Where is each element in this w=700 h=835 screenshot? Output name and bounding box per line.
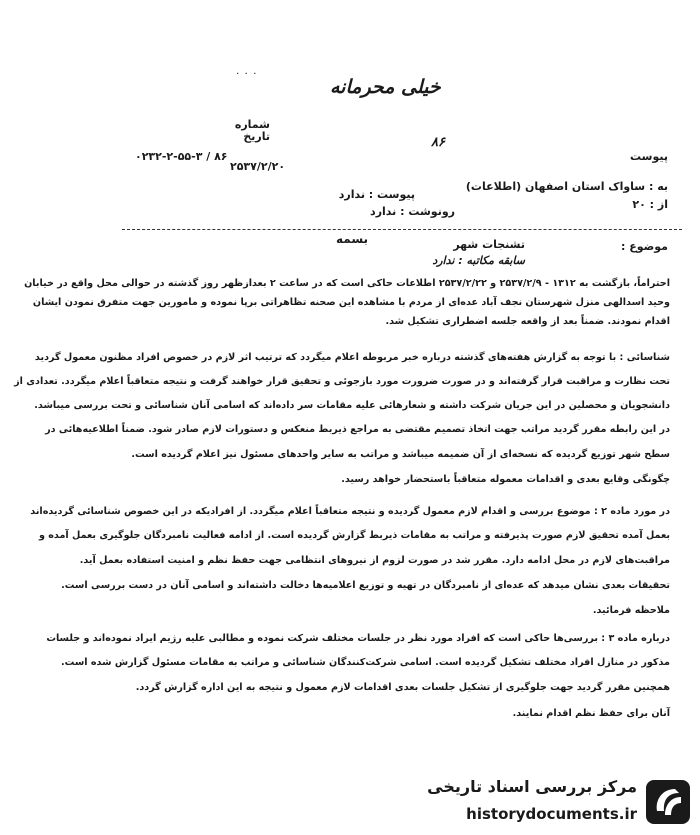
reference-number: ۰۲۳۲-۲-۵۵-۳ / ۸۶ — [135, 150, 228, 163]
archive-logo-icon — [645, 779, 691, 825]
archive-watermark — [405, 775, 695, 831]
body-line: در این رابطه مقرر گردید مراتب جهت اتخاذ تصمیم مقتضی به مراجع ذیربط منعکس و دستورات لازم صادر شود. ضمناً اطلاعیه‌هائی در — [45, 424, 670, 435]
reference-date: ۲۵۳۷/۲/۲۰ — [230, 160, 286, 173]
subject-title: تشنجات شهر — [453, 238, 525, 251]
archive-url: historydocuments.ir — [466, 805, 637, 823]
header-divider — [122, 229, 682, 230]
classification-stamp: خیلی محرمانه — [330, 76, 441, 98]
body-line: شناسائی : با توجه به گزارش هفته‌های گذشته درباره خبر مربوطه اعلام میگردد که ترتیب اثر لازم در خصوص افراد مظنون معمول گردید — [34, 352, 670, 363]
sender-line: از : ۲۰ — [632, 198, 668, 211]
copy-line: رونوشت : ندارد — [370, 205, 455, 218]
subject-note: سابقه مکاتبه : ندارد — [432, 254, 525, 267]
body-line: در مورد ماده ۲ : موضوع بررسی و اقدام لازم معمول گردیده و نتیجه متعاقباً اعلام میگردد. از افرادیکه در این خصوص شناسائی گردیده‌اند — [30, 506, 670, 517]
body-line: سطح شهر توزیع گردیده که نسخه‌ای از آن ضمیمه میباشد و مراتب به سایر واحدهای مسئول نیز اعلام گردیده است. — [131, 449, 670, 460]
body-line: ملاحظه فرمائید. — [592, 605, 670, 616]
body-line: چگونگی وقایع بعدی و اقدامات معموله متعاقباً باستحضار خواهد رسید. — [341, 474, 670, 485]
date-label: تاریخ — [243, 130, 270, 143]
body-line: دانشجویان و محصلین در این جریان شرکت داشته و شعارهائی علیه مقامات سر داده‌اند که اسامی آنان شناسائی و تحت بررسی میباشد. — [34, 400, 670, 411]
recipient-line: به : ساواک استان اصفهان (اطلاعات) — [465, 180, 668, 193]
body-line: بعمل آمده تحقیق لازم صورت پذیرفته و مراتب به مقامات ذیربط گزارش گردیده است. از ادامه فعالیت نامبردگان جلوگیری بعمل آمده و — [38, 530, 670, 541]
body-line: وحید اسدالهی منزل شهرستان نجف آباد عده‌ای از مردم با مشاهده این صحنه تظاهراتی برپا نموده و مامورین جهت متفرق نمودن ایشان — [32, 297, 670, 308]
center-mark: بسمه — [336, 232, 369, 246]
annex-value: پیوست : ندارد — [338, 188, 415, 201]
body-line: آنان برای حفظ نظم اقدام نمایند. — [512, 708, 670, 719]
body-line: همچنین مقرر گردید جهت جلوگیری از تشکیل جلسات بعدی اقدامات لازم معمول و نتیجه به این اداره گزارش گردد. — [135, 682, 670, 693]
body-line: درباره ماده ۳ : بررسی‌ها حاکی است که افراد مورد نظر در جلسات مختلف شرکت نموده و مطالبی علیه رژیم ایراد نموده‌اند و جلسات — [46, 633, 670, 644]
subject-label: موضوع : — [621, 240, 668, 253]
top-mark: ۰ ۰ ۰ — [235, 68, 258, 79]
body-line: تحقیقات بعدی نشان میدهد که عده‌ای از نامبردگان در تهیه و توزیع اعلامیه‌ها دخالت داشته‌اند و اسامی آنان در دست بررسی است. — [61, 580, 670, 591]
annex-label: پیوست — [630, 150, 668, 163]
number-label: شماره — [234, 118, 270, 131]
archive-title: مرکز بررسی اسناد تاریخی — [427, 777, 637, 796]
body-line: مذکور در منازل افراد مختلف تشکیل گردیده است. اسامی شرکت‌کنندگان شناسائی و مراتب به مقامات مسئول گزارش شده است. — [61, 657, 670, 668]
body-line: مراقبت‌های لازم در محل ادامه دارد. مقرر شد در صورت لزوم از نیروهای انتظامی جهت حفظ نظم و امنیت استفاده بعمل آید. — [79, 555, 670, 566]
body-line: تحت نظارت و مراقبت قرار گرفته‌اند و در صورت ضرورت مورد بازجوئی و تحقیق قرار خواهند گرفت و نتیجه متعاقباً اعلام میگردد. تعدادی از — [14, 376, 670, 387]
body-line: اقدام نمودند. ضمناً بعد از واقعه جلسه اضطراری تشکیل شد. — [385, 316, 670, 327]
body-line: احتراماً، بازگشت به ۱۳۱۲ - ۲۵۳۷/۲/۹ و ۲۵۳۷/۲/۲۲ اطلاعات حاکی است که در ساعت ۲ بعدازظهر روز گذشته در حوالی محل واقع در خیابان — [24, 278, 670, 289]
handwritten-number: ۸۶ — [431, 135, 445, 150]
